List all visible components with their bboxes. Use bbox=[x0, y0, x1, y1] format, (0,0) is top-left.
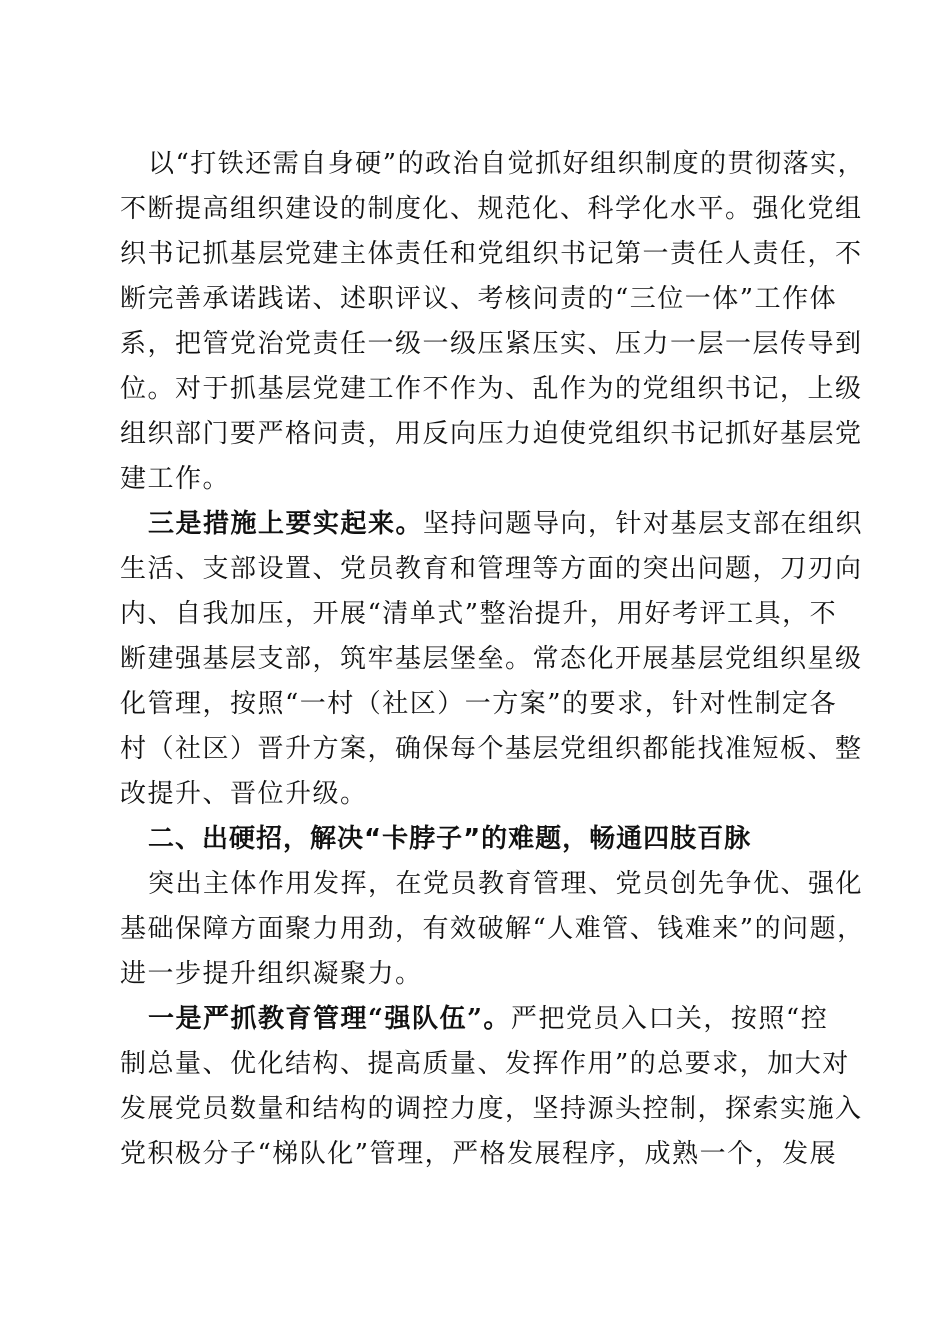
paragraph-line: 村（社区）晋升方案，确保每个基层党组织都能找准短板、整 bbox=[120, 734, 863, 764]
paragraph-line: 建工作。 bbox=[120, 464, 231, 494]
paragraph-line: 内、自我加压，开展“清单式”整治提升，用好考评工具，不 bbox=[120, 599, 838, 629]
paragraph-line: 断建强基层支部，筑牢基层堡垒。常态化开展基层党组织星级 bbox=[120, 644, 863, 674]
paragraph-line: 发展党员数量和结构的调控力度，坚持源头控制，探索实施入 bbox=[120, 1094, 863, 1124]
paragraph-line: 进一步提升组织凝聚力。 bbox=[120, 959, 423, 989]
paragraph-line: 系，把管党治党责任一级一级压紧压实、压力一层一层传导到 bbox=[120, 329, 863, 359]
paragraph-text: 坚持问题导向，针对基层支部在组织 bbox=[423, 509, 864, 539]
paragraph-line: 党积极分子“梯队化”管理，严格发展程序，成熟一个，发展 bbox=[120, 1139, 838, 1169]
paragraph-line: 改提升、晋位升级。 bbox=[120, 779, 368, 809]
paragraph-line: 生活、支部设置、党员教育和管理等方面的突出问题，刀刃向 bbox=[120, 554, 863, 584]
paragraph-line: 不断提高组织建设的制度化、规范化、科学化水平。强化党组 bbox=[120, 194, 863, 224]
paragraph-line: 基础保障方面聚力用劲，有效破解“人难管、钱难来”的问题， bbox=[120, 914, 865, 944]
paragraph-line bbox=[148, 999, 858, 1039]
paragraph-text: 严把党员入口关，按照“控 bbox=[510, 1004, 829, 1034]
paragraph-lead: 一是严抓教育管理“强队伍”。 bbox=[148, 1004, 511, 1034]
paragraph-line: 组织部门要严格问责，用反向压力迫使党组织书记抓好基层党 bbox=[120, 419, 863, 449]
paragraph-line: 位。对于抓基层党建工作不作为、乱作为的党组织书记，上级 bbox=[120, 374, 863, 404]
section-heading: 二、出硬招，解决“卡脖子”的难题，畅通四肢百脉 bbox=[148, 824, 752, 854]
paragraph-line: 以“打铁还需自身硬”的政治自觉抓好组织制度的贯彻落实， bbox=[148, 149, 866, 179]
paragraph-line: 制总量、优化结构、提高质量、发挥作用”的总要求，加大对 bbox=[120, 1049, 850, 1079]
paragraph-line bbox=[148, 504, 864, 544]
paragraph-line: 化管理，按照“一村（社区）一方案”的要求，针对性制定各 bbox=[120, 689, 838, 719]
paragraph-line: 断完善承诺践诺、述职评议、考核问责的“三位一体”工作体 bbox=[120, 284, 838, 314]
paragraph-line: 突出主体作用发挥，在党员教育管理、党员创先争优、强化 bbox=[148, 869, 864, 899]
paragraph-lead: 三是措施上要实起来。 bbox=[148, 509, 424, 539]
paragraph-line: 织书记抓基层党建主体责任和党组织书记第一责任人责任，不 bbox=[120, 239, 863, 269]
